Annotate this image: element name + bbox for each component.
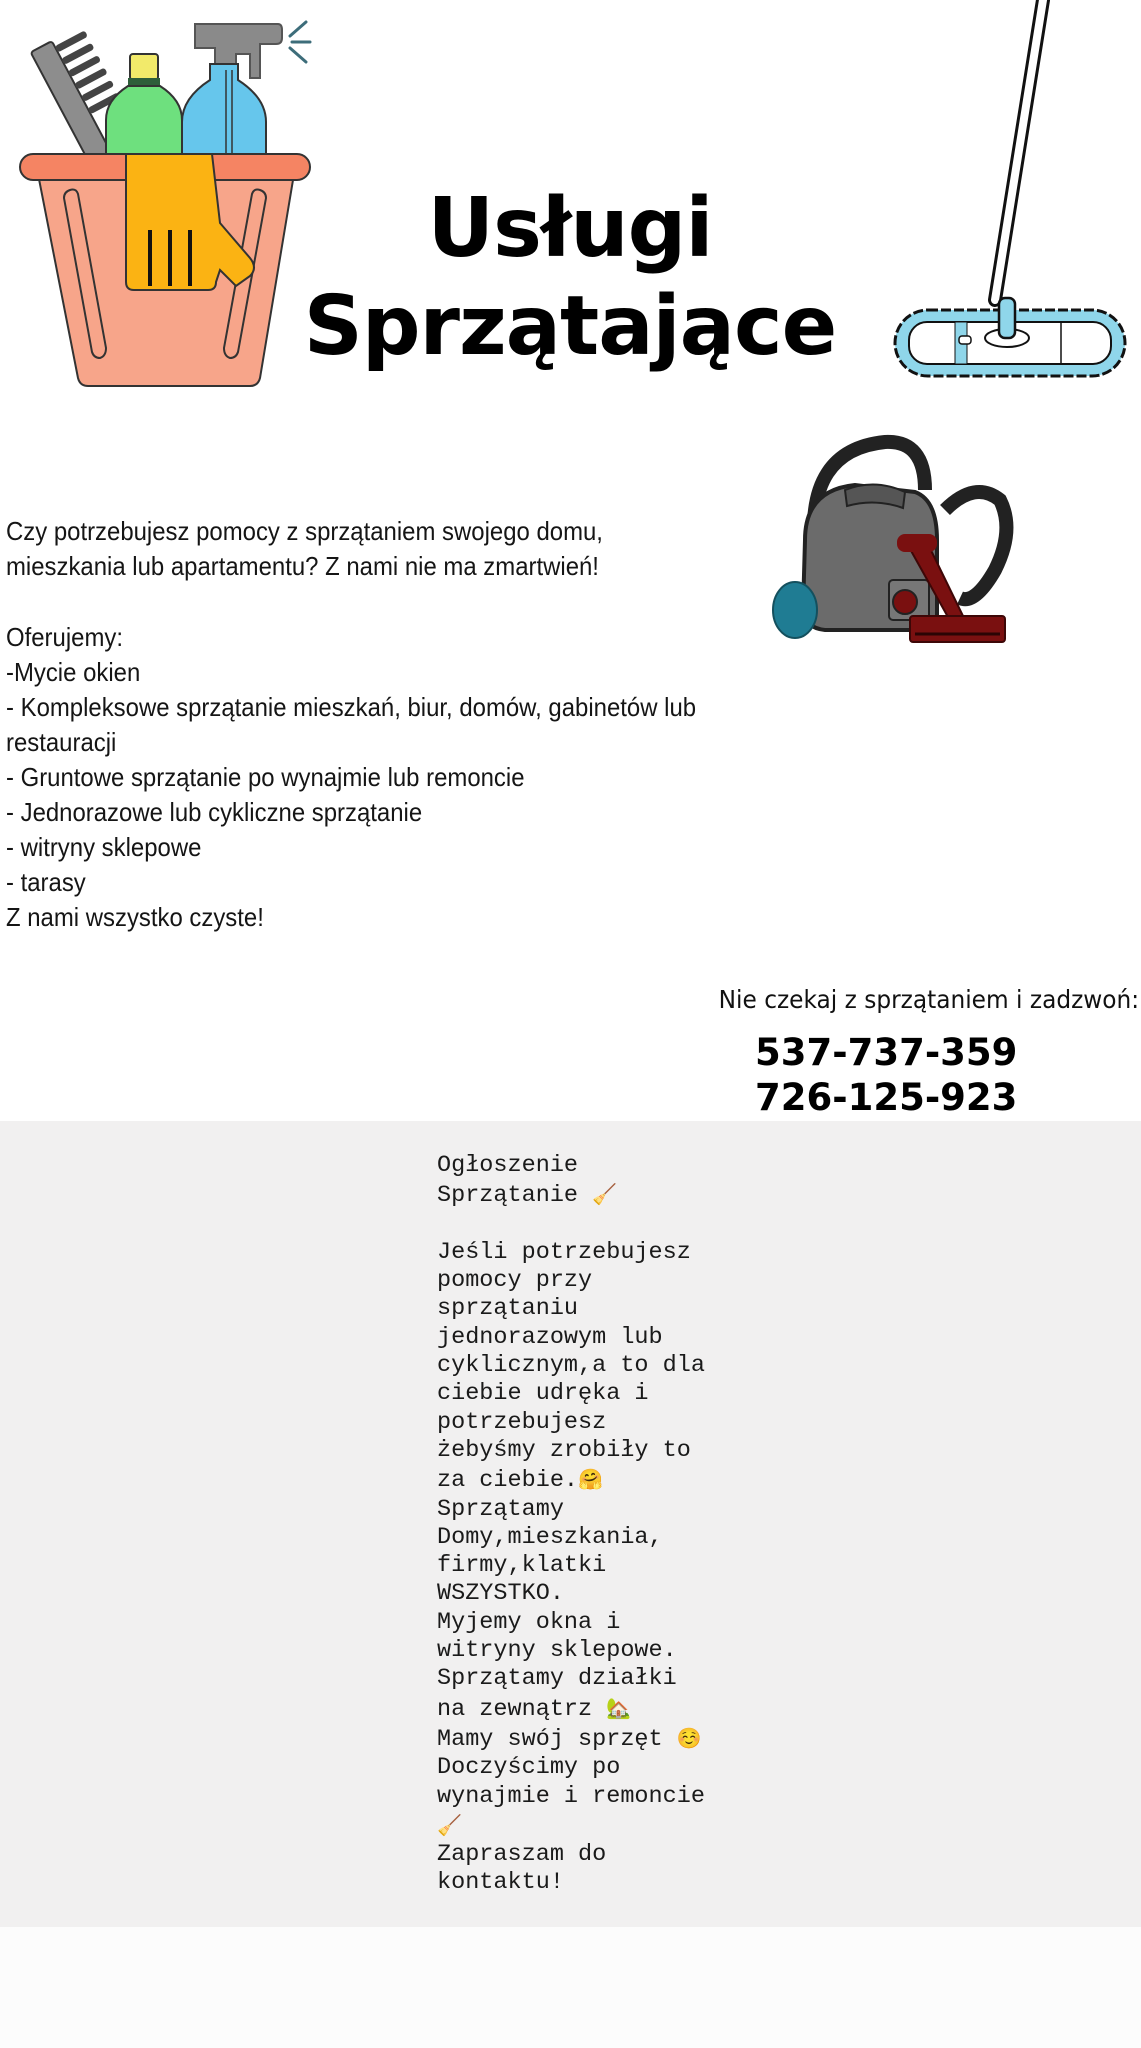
post-line: cyklicznym,a to dla [437, 1352, 705, 1380]
post-line: wynajmie i remoncie [437, 1782, 705, 1810]
post-line: sprzątaniu [437, 1295, 579, 1323]
post-line: Sprzątanie [437, 1182, 579, 1210]
offer-item: - witryny sklepowe [6, 832, 202, 862]
broom-icon: 🧹 [437, 1812, 462, 1837]
post-line: Ogłoszenie [437, 1152, 579, 1179]
offers-heading: Oferujemy: [6, 622, 123, 652]
post-caption-text [437, 1152, 705, 1898]
post-line: witryny sklepowe. [437, 1637, 677, 1665]
offer-item: - Jednorazowe lub cykliczne sprzątanie [6, 797, 423, 827]
offer-item: -Mycie okien [6, 657, 141, 687]
post-caption-section [0, 1121, 1141, 1927]
offer-item: - Kompleksowe sprzątanie mieszkań, biur, domów, gabinetów lub restauracji [6, 692, 697, 757]
post-line: Sprzątamy [437, 1495, 564, 1523]
post-line: Domy,mieszkania, [437, 1523, 663, 1551]
post-line: na zewnątrz [437, 1695, 593, 1723]
offer-item: - tarasy [6, 867, 86, 897]
post-line: za ciebie. [437, 1467, 579, 1495]
post-line: jednorazowym lub [437, 1323, 663, 1351]
post-line: Doczyścimy po [437, 1754, 621, 1782]
title-line-1: Usługi [427, 181, 713, 276]
house-with-garden-icon: 🏡 [606, 1695, 632, 1720]
intro-line: mieszkania lub apartamentu? Z nami nie ma zmartwień! [6, 551, 599, 581]
intro-line: Czy potrzebujesz pomocy z sprzątaniem swojego domu, [6, 516, 603, 546]
offers-list [6, 620, 742, 935]
offer-item: - Gruntowe sprzątanie po wynajmie lub remoncie [6, 762, 525, 792]
post-line: potrzebujesz [437, 1408, 607, 1436]
intro-paragraph [6, 514, 705, 584]
post-line: firmy,klatki [437, 1552, 607, 1580]
cleaning-bucket-icon [10, 8, 320, 388]
post-line: Mamy swój sprzęt [437, 1725, 663, 1753]
post-line: Jeśli potrzebujesz [437, 1238, 691, 1266]
relieved-face-icon: ☺️ [676, 1725, 702, 1750]
call-to-action: Nie czekaj z sprzątaniem i zadzwoń: [718, 985, 1139, 1014]
mop-icon [895, 0, 1135, 390]
broom-icon: 🧹 [592, 1182, 618, 1207]
title-line-2: Sprzątające [303, 279, 837, 374]
offers-closing: Z nami wszystko czyste! [6, 902, 264, 932]
post-line: kontaktu! [437, 1869, 564, 1897]
post-line: pomocy przy [437, 1267, 593, 1295]
post-line: Myjemy okna i [437, 1608, 621, 1636]
vacuum-cleaner-icon [765, 430, 1015, 655]
post-line: Zapraszam do [437, 1841, 607, 1869]
post-line: ciebie udręka i [437, 1380, 649, 1408]
bottom-blank-area [0, 1927, 1141, 2048]
post-line: WSZYSTKO. [437, 1580, 564, 1608]
post-line: żebyśmy zrobiły to [437, 1436, 691, 1464]
hugging-face-icon: 🤗 [578, 1467, 603, 1492]
phone-number-1[interactable]: 537-737-359 [755, 1031, 1018, 1074]
post-line: Sprzątamy działki [437, 1665, 677, 1693]
flyer-title [300, 180, 840, 376]
phone-numbers [755, 1030, 1017, 1120]
phone-number-2[interactable]: 726-125-923 [755, 1076, 1018, 1119]
